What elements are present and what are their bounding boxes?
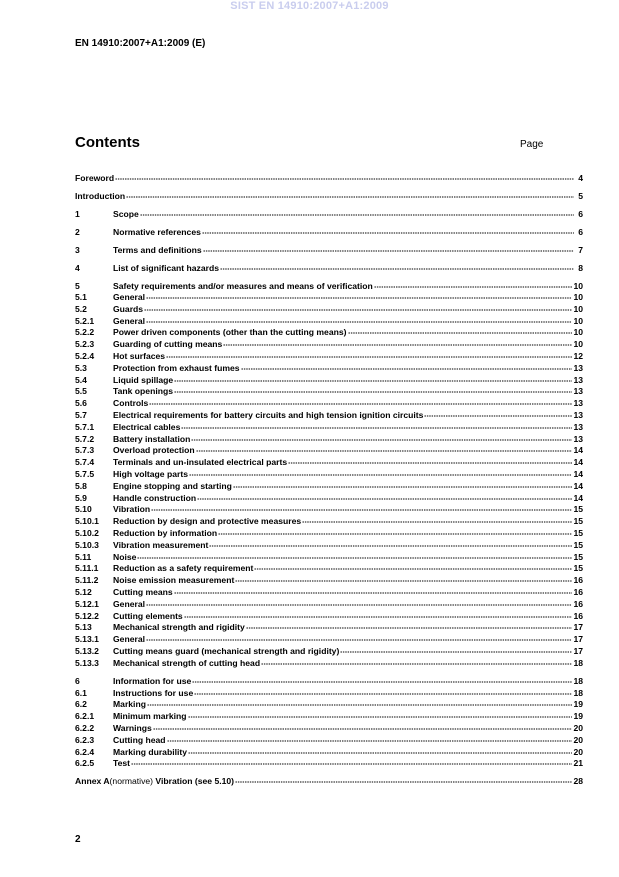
toc-entry-number: 6.2.4 (75, 746, 95, 757)
dot-leader (209, 539, 572, 547)
toc-entry-title: Mechanical strength of cutting head (113, 657, 261, 668)
toc-entry-number: 5.11 (75, 551, 92, 562)
dot-leader (174, 586, 573, 594)
dot-leader (146, 598, 572, 606)
toc-entry-title: Reduction by information (113, 528, 218, 538)
toc-entry[interactable] (75, 457, 583, 468)
toc-entry-title: Guarding of cutting means (113, 339, 223, 350)
toc-entry[interactable] (75, 735, 583, 746)
dot-leader (223, 338, 572, 346)
dot-leader (146, 633, 572, 641)
toc-entry[interactable] (75, 422, 583, 433)
toc-entry[interactable] (75, 611, 583, 622)
toc-entry-number: 5.13.1 (75, 634, 99, 645)
toc-entry-number: 5.8 (75, 480, 87, 491)
toc-entry-title: Reduction as a safety requirement (113, 563, 254, 574)
toc-entry-page: 13 (573, 386, 583, 397)
dot-leader (374, 280, 573, 288)
toc-annex-entry[interactable] (75, 776, 583, 787)
dot-leader (188, 746, 572, 754)
toc-entry[interactable] (75, 646, 583, 657)
dot-leader (147, 698, 572, 706)
toc-entry[interactable] (75, 723, 583, 734)
toc-entry-page: 19 (573, 711, 583, 722)
dot-leader (167, 734, 573, 742)
toc-entry[interactable] (75, 304, 583, 315)
dot-leader (220, 262, 574, 270)
dot-leader (203, 244, 574, 252)
toc-entry-page: 14 (573, 469, 583, 479)
toc-entry-number: 5.2.4 (75, 351, 95, 361)
toc-entry-title: Mechanical strength and rigidity (113, 622, 245, 633)
toc-entry-page: 18 (573, 675, 583, 686)
dot-leader (241, 362, 573, 370)
dot-leader (188, 710, 573, 718)
toc-entry-page: 19 (573, 699, 583, 710)
dot-leader (197, 492, 572, 500)
toc-entry-number: 5.7.2 (75, 433, 95, 444)
toc-entry-number: 6.2 (75, 699, 87, 710)
toc-entry-page: 28 (573, 776, 583, 787)
toc-entry-title: List of significant hazards (113, 263, 220, 273)
toc-entry-number: 5.13 (75, 622, 92, 633)
toc-entry[interactable] (75, 209, 583, 220)
dot-leader (174, 374, 572, 382)
toc-entry[interactable] (75, 410, 583, 421)
toc-entry-number: 6.2.5 (75, 758, 95, 769)
toc-entry-page: 20 (573, 734, 583, 745)
toc-entry-title: General (113, 292, 146, 302)
toc-entry-page: 8 (578, 263, 583, 273)
toc-entry-title: High voltage parts (113, 469, 188, 479)
toc-entry-page: 17 (573, 646, 583, 656)
toc-entry-page: 17 (573, 634, 583, 645)
dot-leader (181, 421, 572, 429)
toc-entry-number: 6 (75, 675, 80, 686)
toc-entry-page: 14 (573, 480, 583, 491)
dot-leader (218, 527, 572, 535)
toc-entry-page: 14 (573, 492, 583, 503)
toc-entry-number: 5.11.1 (75, 563, 99, 574)
toc-entry-number: 1 (75, 209, 80, 219)
toc-entry-title: Reduction by design and protective measures (113, 516, 302, 527)
dot-leader (146, 291, 572, 299)
toc-entry-page: 15 (573, 551, 583, 562)
toc-entry[interactable] (75, 445, 583, 456)
toc-entry-number: 6.1 (75, 687, 87, 698)
dot-leader (192, 675, 572, 683)
toc-entry-title: Information for use (113, 675, 192, 686)
toc-entry[interactable] (75, 375, 583, 386)
dot-leader (302, 515, 572, 523)
toc-entry[interactable] (75, 747, 583, 758)
toc-entry-number: 5.7.5 (75, 469, 95, 479)
toc-entry-title: Guards (113, 303, 144, 314)
toc-entry-title: Overload protection (113, 445, 195, 456)
toc-entry-page: 13 (573, 410, 583, 420)
dot-leader (166, 350, 572, 358)
toc-entry-number: 5.13.3 (75, 657, 99, 668)
toc-entry-page: 10 (573, 281, 583, 291)
toc-entry-number: 5.7.3 (75, 445, 95, 456)
toc-entry[interactable] (75, 658, 583, 669)
dot-leader (254, 562, 572, 570)
toc-entry-number: 4 (75, 263, 80, 273)
dot-leader (340, 645, 572, 653)
toc-entry-title: Terminals and un-insulated electrical parts (113, 457, 288, 468)
toc-entry-page: 14 (573, 445, 583, 456)
toc-entry-title: Cutting means (113, 587, 173, 597)
toc-entry-page: 10 (573, 303, 583, 314)
toc-entry-title: Terms and definitions (113, 245, 202, 255)
page-column-label: Page (520, 139, 544, 150)
toc-entry-number: 5.7 (75, 410, 87, 420)
toc-entry[interactable] (75, 563, 583, 574)
toc-entry-page: 15 (573, 563, 583, 574)
toc-entry-number: 5.11.2 (75, 575, 99, 586)
toc-entry-title: Instructions for use (113, 687, 194, 698)
document-watermark: SIST EN 14910:2007+A1:2009 (230, 0, 389, 12)
toc-entry[interactable] (75, 386, 583, 397)
toc-entry-title: Electrical requirements for battery circuits and high tension ignition circuits (113, 410, 424, 420)
toc-entry-title: Safety requirements and/or measures and means of verification (113, 281, 373, 291)
toc-entry-title: Vibration measurement (113, 539, 209, 550)
toc-entry[interactable] (75, 227, 583, 238)
toc-entry-title: Marking (113, 699, 146, 710)
dot-leader (174, 385, 572, 393)
toc-entry-title: Engine stopping and starting (113, 480, 232, 491)
toc-entry-title: Hot surfaces (113, 351, 166, 361)
dot-leader (202, 226, 574, 234)
toc-entry[interactable] (75, 540, 583, 551)
toc-entry[interactable] (75, 699, 583, 710)
contents-title: Contents (75, 134, 140, 151)
toc-entry-number: 5.9 (75, 492, 87, 503)
toc-entry-page: 15 (573, 504, 583, 515)
toc-entry-title: Vibration (113, 504, 151, 515)
toc-entry[interactable] (75, 316, 583, 327)
dot-leader (146, 315, 572, 323)
toc-entry-page: 15 (573, 539, 583, 550)
toc-entry[interactable] (75, 599, 583, 610)
toc-entry[interactable] (75, 587, 583, 598)
toc-entry[interactable] (75, 634, 583, 645)
annex-kind: (normative) (109, 776, 156, 787)
toc-entry-number: 5.4 (75, 374, 87, 385)
toc-entry-page: 4 (578, 173, 583, 183)
toc-entry-page: 16 (573, 587, 583, 597)
dot-leader (115, 172, 574, 180)
toc-entry[interactable] (75, 191, 583, 202)
toc-entry-page: 5 (578, 191, 583, 201)
toc-entry-title: Normative references (113, 227, 201, 237)
toc-entry-number: 6.2.1 (75, 711, 95, 722)
toc-entry-title: Protection from exhaust fumes (113, 362, 240, 373)
toc-entry-page: 6 (578, 209, 583, 219)
toc-entry[interactable] (75, 552, 583, 563)
toc-entry-page: 13 (573, 362, 583, 373)
dot-leader (235, 574, 572, 582)
toc-entry-number: 5.13.2 (75, 646, 99, 656)
toc-entry-title: Scope (113, 209, 139, 219)
toc-entry-page: 20 (573, 746, 583, 757)
dot-leader (149, 397, 572, 405)
annex-title: Vibration (see 5.10) (155, 776, 235, 787)
dot-leader (196, 444, 573, 452)
toc-entry-number: 5.10.1 (75, 516, 99, 527)
toc-entry-page: 10 (573, 339, 583, 350)
toc-entry-title: Foreword (75, 173, 115, 183)
toc-entry-number: 5.2.2 (75, 327, 95, 338)
toc-entry-page: 13 (573, 374, 583, 385)
toc-entry-page: 6 (578, 227, 583, 237)
toc-entry[interactable] (75, 398, 583, 409)
toc-entry-number: 5.5 (75, 386, 87, 397)
toc-entry-number: 5.10 (75, 504, 92, 515)
toc-entry[interactable] (75, 516, 583, 527)
dot-leader (261, 657, 572, 665)
dot-leader (233, 480, 573, 488)
toc-entry-page: 13 (573, 398, 583, 409)
toc-entry[interactable] (75, 504, 583, 515)
toc-entry[interactable] (75, 688, 583, 699)
toc-entry[interactable] (75, 363, 583, 374)
dot-leader (235, 775, 572, 783)
toc-entry-page: 10 (573, 315, 583, 326)
toc-entry-title: Power driven components (other than the cutting means) (113, 327, 347, 338)
toc-entry-title: Marking durability (113, 746, 188, 757)
toc-entry-number: 2 (75, 227, 80, 237)
toc-entry-number: 5.12.1 (75, 598, 99, 609)
toc-entry-page: 13 (573, 433, 583, 444)
toc-entry-page: 15 (573, 528, 583, 538)
page-number: 2 (75, 834, 81, 845)
toc-entry[interactable] (75, 528, 583, 539)
toc-entry[interactable] (75, 493, 583, 504)
toc-entry-page: 7 (578, 245, 583, 255)
toc-entry-title: Noise emission measurement (113, 575, 235, 586)
dot-leader (151, 503, 572, 511)
toc-entry[interactable] (75, 758, 583, 769)
toc-entry-title: Battery installation (113, 433, 191, 444)
toc-entry-title: Minimum marking (113, 711, 187, 722)
toc-entry-number: 5.12.2 (75, 610, 99, 621)
toc-entry[interactable] (75, 434, 583, 445)
toc-entry-page: 18 (573, 657, 583, 668)
toc-entry-title: Noise (113, 551, 137, 562)
toc-entry-number: 3 (75, 245, 80, 255)
toc-entry-title: Warnings (113, 723, 152, 733)
toc-entry-number: 5.2.3 (75, 339, 95, 350)
toc-entry-number: 5.2.1 (75, 315, 95, 326)
toc-entry-title: Cutting means guard (mechanical strength and rigidity) (113, 646, 340, 656)
toc-entry-page: 12 (573, 351, 583, 361)
toc-entry-number: 5.3 (75, 362, 87, 373)
dot-leader (288, 456, 572, 464)
document-id-header: EN 14910:2007+A1:2009 (E) (75, 38, 206, 49)
dot-leader (126, 190, 574, 198)
toc-entry-page: 18 (573, 687, 583, 698)
toc-entry[interactable] (75, 575, 583, 586)
toc-entry[interactable] (75, 622, 583, 633)
dot-leader (194, 687, 572, 695)
dot-leader (184, 610, 573, 618)
toc-entry[interactable] (75, 263, 583, 274)
toc-entry-title: Test (113, 758, 131, 769)
dot-leader (348, 326, 573, 334)
dot-leader (424, 409, 572, 417)
dot-leader (191, 433, 572, 441)
toc-entry-page: 15 (573, 516, 583, 527)
toc-entry-number: 5 (75, 281, 80, 291)
toc-entry-page: 16 (573, 575, 583, 586)
toc-entry[interactable] (75, 245, 583, 256)
toc-entry-number: 5.7.4 (75, 457, 95, 468)
toc-entry-number: 6.2.3 (75, 734, 95, 745)
dot-leader (144, 303, 572, 311)
toc-entry[interactable] (75, 327, 583, 338)
toc-entry-number: 5.7.1 (75, 421, 95, 432)
toc-entry-number: 5.1 (75, 292, 87, 302)
toc-entry-page: 14 (573, 457, 583, 468)
dot-leader (189, 468, 572, 476)
toc-entry-page: 21 (573, 758, 583, 769)
toc-entry-title: General (113, 634, 146, 645)
toc-entry-page: 16 (573, 610, 583, 621)
dot-leader (153, 722, 573, 730)
toc-entry-title: Introduction (75, 191, 126, 201)
toc-entry-number: 5.12 (75, 587, 92, 597)
toc-entry-page: 17 (573, 622, 583, 633)
annex-label: Annex A (75, 776, 110, 787)
toc-entry-page: 20 (573, 723, 583, 733)
toc-entry-number: 6.2.2 (75, 723, 95, 733)
dot-leader (246, 621, 573, 629)
toc-entry[interactable] (75, 351, 583, 362)
toc-entry[interactable] (75, 339, 583, 350)
toc-entry[interactable] (75, 469, 583, 480)
toc-entry[interactable] (75, 481, 583, 492)
toc-entry-page: 13 (573, 421, 583, 432)
toc-entry-page: 10 (573, 327, 583, 338)
dot-leader (140, 208, 574, 216)
toc-entry-title: General (113, 598, 146, 609)
toc-entry-title: Controls (113, 398, 149, 409)
toc-entry-title: Liquid spillage (113, 374, 174, 385)
toc-entry-number: 5.10.3 (75, 539, 99, 550)
toc-entry-number: 5.10.2 (75, 528, 99, 538)
toc-entry-number: 5.2 (75, 303, 87, 314)
toc-entry[interactable] (75, 173, 583, 184)
toc-entry-number: 5.6 (75, 398, 87, 409)
toc-entry-title: Handle construction (113, 492, 197, 503)
toc-entry[interactable] (75, 711, 583, 722)
toc-entry-title: Cutting elements (113, 610, 183, 621)
toc-entry-page: 16 (573, 598, 583, 609)
toc-entry-title: Electrical cables (113, 421, 181, 432)
toc-entry-title: General (113, 315, 146, 326)
toc-entry-page: 10 (573, 292, 583, 302)
dot-leader (137, 551, 572, 559)
dot-leader (131, 757, 572, 765)
toc-entry-title: Tank openings (113, 386, 174, 397)
toc-entry[interactable] (75, 676, 583, 687)
toc-entry[interactable] (75, 292, 583, 303)
toc-entry-title: Cutting head (113, 734, 166, 745)
